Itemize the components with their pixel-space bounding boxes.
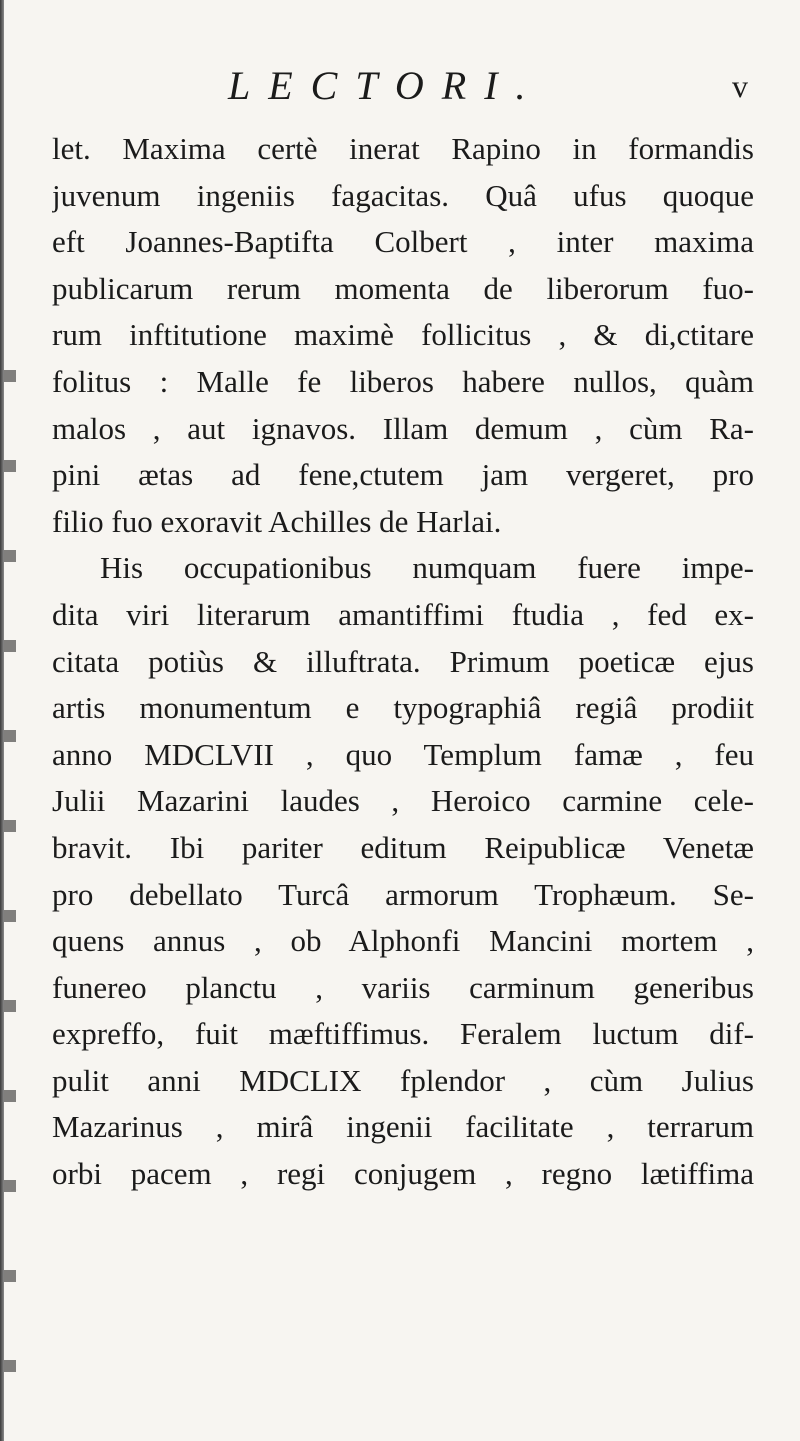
text-line: quens annus , ob Alphonfi Mancini mortem , <box>52 923 754 959</box>
text-line: anno MDCLVII , quo Templum famæ , feu <box>52 736 754 772</box>
text-line: artis monumentum e typographiâ regiâ prodiit <box>52 690 754 726</box>
text-line: rum inftitutione maximè follicitus , & di,ctitare <box>52 317 754 353</box>
text-line: malos , aut ignavos. Illam demum , cùm Ra- <box>52 410 754 446</box>
text-line: filio fuo exoravit Achilles de Harlai. <box>52 503 502 539</box>
gutter-shadow <box>4 330 16 1441</box>
text-line: Julii Mazarini laudes , Heroico carmine cele- <box>52 783 754 819</box>
text-line: pini ætas ad fene,ctutem jam vergeret, pro <box>52 457 754 493</box>
text-line: bravit. Ibi pariter editum Reipublicæ Venetæ <box>52 829 754 865</box>
text-line: His occupationibus numquam fuere impe- <box>100 550 754 586</box>
page-header <box>228 62 748 112</box>
page-number: v <box>732 68 748 104</box>
text-line: Mazarinus , mirâ ingenii facilitate , terrarum <box>52 1109 754 1145</box>
text-line: eft Joannes-Baptifta Colbert , inter maxima <box>52 224 754 260</box>
text-line: let. Maxima certè inerat Rapino in formandis <box>52 131 754 166</box>
body-text <box>52 126 754 1198</box>
text-line: citata potiùs & illuftrata. Primum poeticæ ejus <box>52 643 754 679</box>
text-line: expreffo, fuit mæftiffimus. Feralem luctum dif- <box>52 1016 754 1052</box>
text-line: orbi pacem , regi conjugem , regno lætiffima <box>52 1156 754 1192</box>
text-line: publicarum rerum momenta de liberorum fuo- <box>52 270 754 306</box>
text-line: funereo planctu , variis carminum generibus <box>52 969 754 1005</box>
running-head: LECTORI. <box>228 63 544 108</box>
text-line: pro debellato Turcâ armorum Trophæum. Se- <box>52 876 754 912</box>
text-line: juvenum ingeniis fagacitas. Quâ ufus quoque <box>52 177 754 213</box>
text-line: dita viri literarum amantiffimi ftudia , fed ex- <box>52 596 754 632</box>
text-line: pulit anni MDCLIX fplendor , cùm Julius <box>52 1062 754 1098</box>
text-line: folitus : Malle fe liberos habere nullos, quàm <box>52 363 754 399</box>
